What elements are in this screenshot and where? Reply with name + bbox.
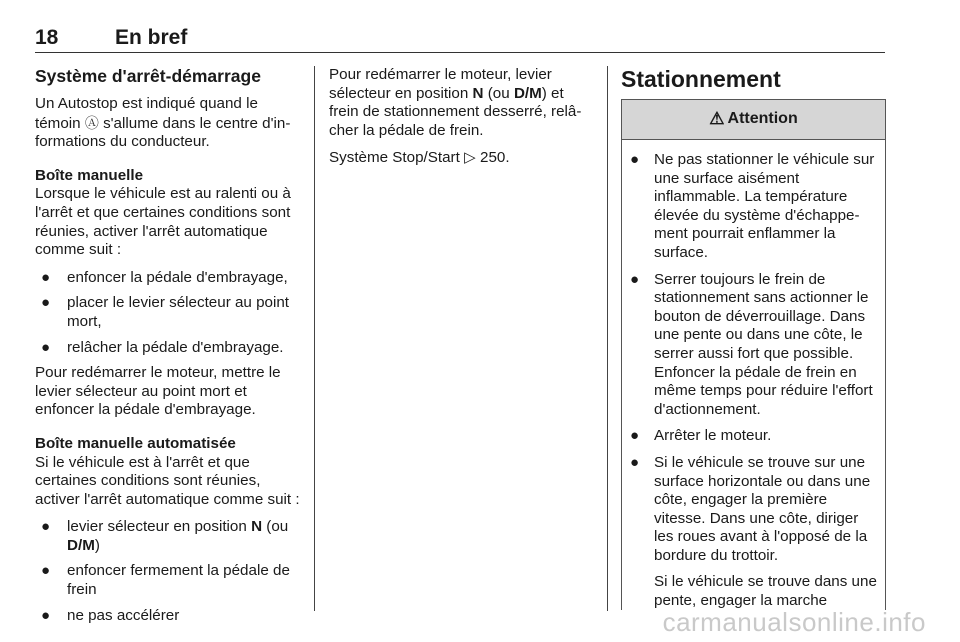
column-right [621, 66, 886, 610]
watermark: carmanualsonline.info [662, 607, 926, 637]
list-item-text: Serrer toujours le frein de stationnement sans actionner le bouton de déverrouillage. Dans une pente ou dans une côte, le serrer aussi fort que possible. Enfoncer la pédale de frein en même temps pour réduire l'effort d'actionnement. [654, 270, 873, 418]
gear-n: N [251, 518, 263, 536]
list-item [35, 294, 301, 331]
list-item-text: Si le véhicule se trouve sur une surface horizontale ou dans une côte, engager la première vitesse. Dans une côte, diriger les roues avant à l'opposé de la bordure du trottoir. [654, 453, 871, 564]
bullet-icon: ● [41, 518, 51, 536]
intro-text-cont: s'allume dans le centre d'informations du conducteur. [35, 114, 291, 151]
gear-dm: D/M [67, 536, 95, 554]
bullet-icon: ● [630, 453, 640, 471]
list-item-text: (ou [266, 518, 289, 536]
page-reference-arrow-icon: ▷ [464, 149, 476, 167]
bullet-icon: ● [41, 562, 51, 580]
list-item-text: relâcher la pédale d'embrayage. [67, 338, 284, 356]
manual-list [35, 269, 301, 357]
list-item [35, 518, 301, 555]
column-left [35, 66, 301, 632]
list-item [630, 427, 879, 446]
page-title: En bref [115, 26, 188, 49]
paragraph-text: Pour redémarrer le moteur, levier sélecteur en position [329, 66, 552, 102]
gear-dm: D/M [513, 84, 542, 102]
list-item [630, 454, 879, 611]
column-divider [314, 66, 315, 611]
list-item-text: Ne pas stationner le véhicule sur une surface aisément inflammable. La température élevée du système d'échappement pourrait enflammer la surface. [654, 151, 875, 261]
list-item [630, 271, 879, 420]
column-divider [607, 66, 608, 611]
intro-paragraph [35, 95, 301, 152]
list-item [35, 269, 301, 288]
list-item-text: enfoncer fermement la pédale de frein [67, 562, 290, 599]
warning-list [630, 151, 879, 611]
automated-paragraph: Si le véhicule est à l'arrêt et que certaines conditions sont réunies, activer l'arrêt automatique comme suit : [35, 453, 300, 508]
list-item [35, 339, 301, 358]
list-item-text: placer le levier sélecteur au point mort, [67, 294, 290, 330]
intro-text: Un Autostop est indiqué quand le témoin [35, 95, 258, 132]
warning-body [622, 140, 885, 611]
page-number: 18 [35, 26, 59, 49]
page-header [35, 26, 885, 53]
paragraph-text: ) et frein de stationnement desserré, relâcher la pédale de frein. [329, 84, 582, 139]
column-middle [329, 66, 594, 177]
bullet-icon: ● [630, 151, 640, 168]
bullet-icon: ● [41, 606, 51, 624]
automated-list [35, 518, 301, 625]
reference-text: Système Stop/Start [329, 149, 460, 167]
warning-box [621, 99, 886, 610]
warning-title: Attention [727, 110, 798, 128]
subheading-automated: Boîte manuelle automatisée [35, 434, 236, 452]
reference-page[interactable]: 250. [480, 149, 510, 167]
bullet-icon: ● [630, 270, 640, 288]
warning-triangle-icon: ⚠ [709, 109, 725, 129]
section-heading: Stationnement [621, 66, 781, 92]
restart-paragraph [329, 66, 594, 140]
bullet-icon: ● [630, 427, 640, 445]
bullet-icon: ● [41, 338, 51, 356]
list-item-text: Arrêter le moteur. [654, 427, 772, 445]
manual-paragraph: Lorsque le véhicule est au ralenti ou à l'arrêt et que certaines conditions sont réunies, activer l'arrêt automatique comme suit : [35, 185, 291, 259]
bullet-icon: ● [41, 268, 51, 286]
list-item-text: ne pas accélérer [67, 606, 180, 624]
bullet-icon: ● [41, 294, 51, 312]
list-item-text: levier sélecteur en position [67, 518, 247, 536]
reference-paragraph [329, 149, 594, 168]
section-heading: Système d'arrêt-démarrage [35, 66, 261, 86]
list-item [630, 151, 879, 263]
paragraph-text: (ou [487, 84, 510, 102]
restart-paragraph: Pour redémarrer le moteur, mettre le levier sélecteur au point mort et enfoncer la pédale d'embrayage. [35, 364, 281, 419]
gear-n: N [472, 84, 484, 102]
warning-header [622, 100, 885, 140]
list-item-text-cont: Si le véhicule se trouve dans une pente, engager la marche [654, 573, 877, 610]
list-item [35, 607, 301, 626]
subheading-manual: Boîte manuelle [35, 166, 144, 184]
list-item [35, 562, 301, 599]
list-item-text: enfoncer la pédale d'embrayage, [67, 268, 288, 286]
list-item-text: ) [94, 536, 100, 554]
autostop-icon: Ⓐ [84, 114, 99, 131]
